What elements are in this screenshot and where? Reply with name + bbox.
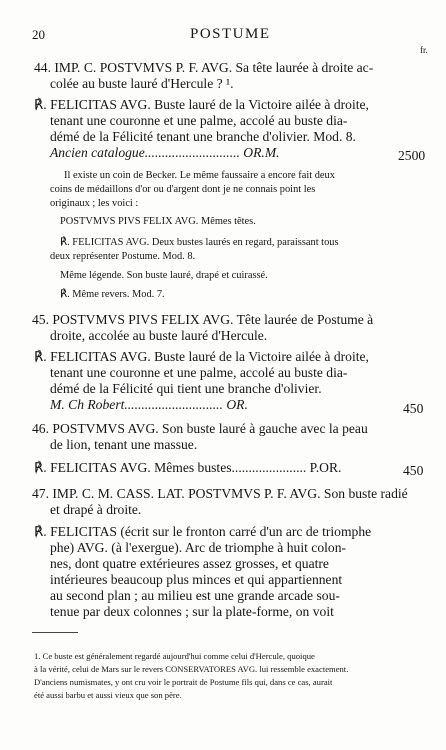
entry-45-reverse-line-3: démé de la Félicité qui tient une branche d'olivier. (50, 381, 322, 396)
entry-47-reverse-line-5: au second plan ; au milieu est une grande arcade sou- (50, 588, 340, 603)
entry-45-line-2: droite, accolée au buste lauré d'Hercule. (50, 328, 268, 343)
entry-45-line-1: 45. POSTVMVS PIVS FELIX AVG. Tête laurée de Postume à (32, 312, 374, 327)
footnote-line-4: été aussi barbu et aussi vieux que son père. (34, 690, 182, 700)
entry-46-price: 450 (403, 463, 424, 478)
entry-47-reverse-line-2: phe) AVG. (à l'exergue). Arc de triomphe à huit colon- (50, 540, 347, 555)
footnote-rule (32, 632, 78, 633)
note-line-4: POSTVMVS PIVS FELIX AVG. Mêmes têtes. (60, 216, 256, 227)
entry-44-line-2: colée au buste lauré d'Hercule ? ¹. (50, 76, 234, 91)
entry-44-reverse-line-3: démé de la Félicité tenant une branche d'olivier. Mod. 8. (50, 129, 356, 144)
entry-45-price: 450 (403, 401, 424, 416)
entry-47-line-1: 47. IMP. C. M. CASS. LAT. POSTVMVS P. F. AVG. Son buste radié (32, 486, 408, 501)
entry-46-line-1: 46. POSTVMVS AVG. Son buste lauré à gauche avec la peau (32, 421, 368, 436)
entry-44-reverse-line-2: tenant une couronne et une palme, accolé au buste dia- (50, 113, 348, 128)
footnote-line-1: 1. Ce buste est généralement regardé aujourd'hui comme celui d'Hercule, quoique (34, 651, 315, 661)
entry-44-catalogue-line: Ancien catalogue............................ OR.M. (50, 145, 280, 160)
entry-45-reverse-line-2: tenant une couronne et une palme, accolé au buste dia- (50, 365, 348, 380)
entry-47-reverse-line-3: nes, dont quatre extérieures assez grosses, et quatre (50, 556, 329, 571)
entry-46-reverse-line: ℟. FELICITAS AVG. Mêmes bustes...................... P.OR. (34, 460, 342, 475)
note-line-1: Il existe un coin de Becker. Le même faussaire a encore fait deux (64, 170, 335, 181)
note-line-7: Même légende. Son buste lauré, drapé et cuirassé. (60, 270, 268, 281)
entry-44-line-1: 44. IMP. C. POSTVMVS P. F. AVG. Sa tête laurée à droite ac- (34, 60, 374, 75)
entry-44-reverse-line-1: ℟. FELICITAS AVG. Buste lauré de la Victoire ailée à droite, (34, 97, 369, 112)
entry-45-reverse-line-1: ℟. FELICITAS AVG. Buste lauré de la Victoire ailée à droite, (34, 349, 369, 364)
entry-47-reverse-line-6: tenue par deux colonnes ; sur la plate-forme, on voit (50, 604, 334, 619)
note-line-3: originaux ; les voici : (50, 198, 139, 209)
page-title: POSTUME (190, 26, 271, 42)
entry-47-reverse-line-1: ℟. FELICITAS (écrit sur le fronton carré d'un arc de triomphe (34, 524, 372, 539)
entry-46-line-2: de lion, tenant une massue. (50, 437, 198, 452)
note-line-5: ℟. FELICITAS AVG. Deux bustes laurés en regard, paraissant tous (60, 237, 339, 248)
footnote-line-3: D'anciens numismates, y ont cru voir le portrait de Postume fils qui, dans ce cas, aurait (34, 677, 333, 687)
page-number: 20 (32, 27, 45, 42)
entry-44-price: 2500 (398, 148, 426, 163)
entry-47-reverse-line-4: intérieures beaucoup plus minces et qui appartiennent (50, 572, 343, 587)
margin-note: fr. (420, 45, 428, 55)
entry-47-line-2: et drapé à droite. (50, 502, 142, 517)
note-line-2: coins de médaillons d'or ou d'argent dont je ne connais point les (50, 184, 316, 195)
note-line-6: deux représenter Postume. Mod. 8. (50, 251, 196, 262)
entry-45-collection-line: M. Ch Robert............................. OR. (50, 397, 248, 412)
note-line-8: ℟. Même revers. Mod. 7. (60, 289, 165, 300)
footnote-line-2: à la vérité, celui de Mars sur le revers CONSERVATORES AVG. lui ressemble exactement. (34, 664, 349, 674)
